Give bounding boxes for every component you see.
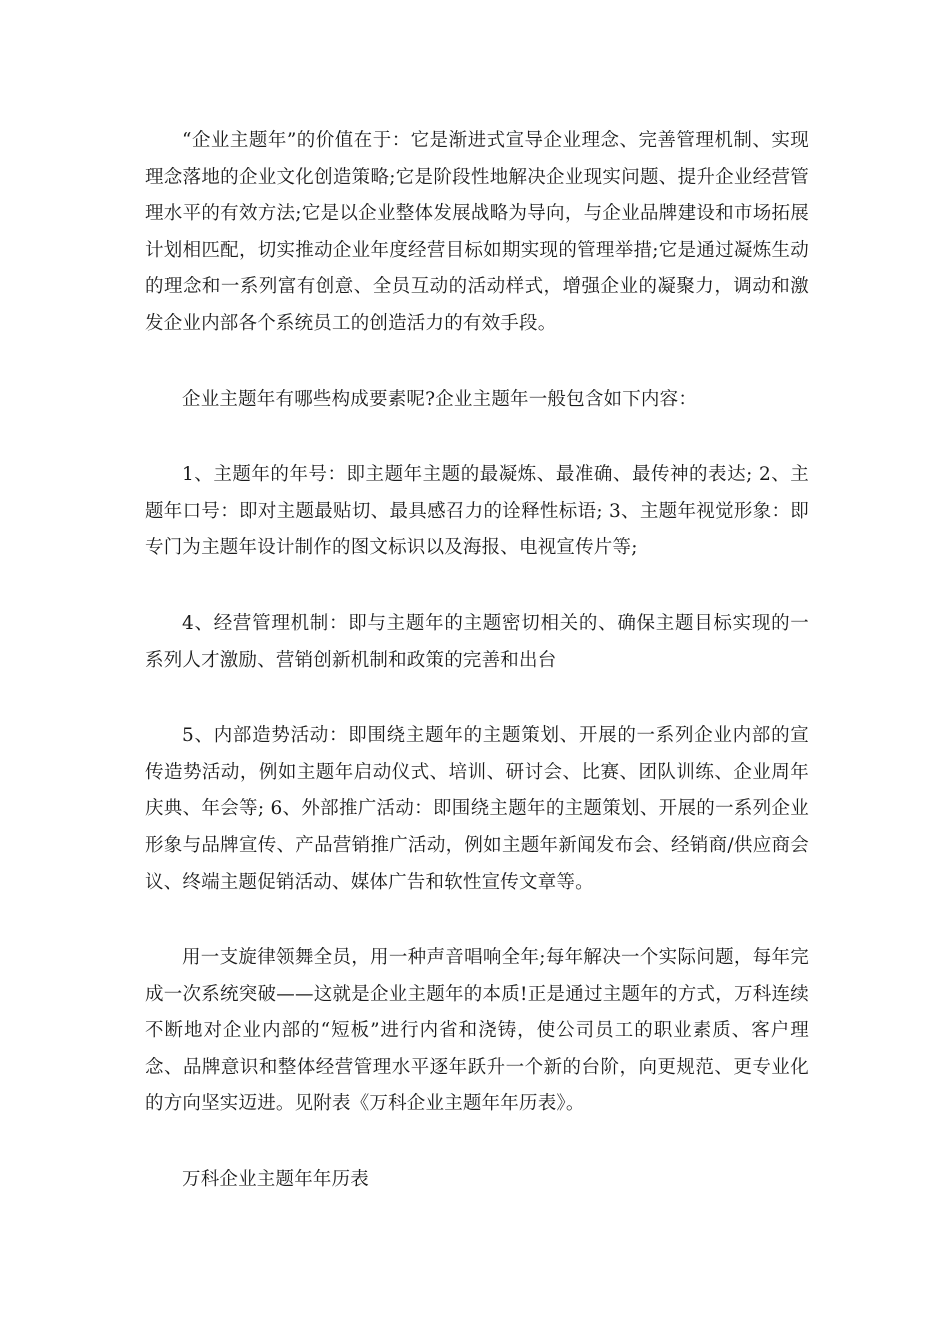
paragraph-elements-1-3: 1、主题年的年号：即主题年主题的最凝炼、最准确、最传神的表达; 2、主题年口号：即对主题最贴切、最具感召力的诠释性标语; 3、主题年视觉形象：即专门为主题年设计制作的图文标识以及海报、电视宣传片等;: [145, 464, 809, 559]
section-heading-calendar: 万科企业主题年年历表: [182, 1169, 370, 1191]
paragraph-elements-question: 企业主题年有哪些构成要素呢?企业主题年一般包含如下内容：: [182, 388, 698, 410]
document-body: [145, 123, 809, 1238]
paragraph-essence: 用一支旋律领舞全员，用一种声音唱响全年;每年解决一个实际问题，每年完成一次系统突破——这就是企业主题年的本质!正是通过主题年的方式，万科连续不断地对企业内部的“短板”进行内省和浇铸，使公司员工的职业素质、客户理念、品牌意识和整体经营管理水平逐年跃升一个新的台阶，向更规范、更专业化的方向坚实迈进。见附表《万科企业主题年年历表》。: [145, 947, 809, 1115]
paragraph-value-of-theme-year: “企业主题年”的价值在于：它是渐进式宣导企业理念、完善管理机制、实现理念落地的企业文化创造策略;它是阶段性地解决企业现实问题、提升企业经营管理水平的有效方法;它是以企业整体发展战略为导向，与企业品牌建设和市场拓展计划相匹配，切实推动企业年度经营目标如期实现的管理举措;它是通过凝炼生动的理念和一系列富有创意、全员互动的活动样式，增强企业的凝聚力，调动和激发企业内部各个系统员工的创造活力的有效手段。: [145, 130, 809, 334]
paragraph-element-4: 4、经营管理机制：即与主题年的主题密切相关的、确保主题目标实现的一系列人才激励、营销创新机制和政策的完善和出台: [145, 612, 809, 671]
paragraph-elements-5-6: 5、内部造势活动：即围绕主题年的主题策划、开展的一系列企业内部的宣传造势活动，例如主题年启动仪式、培训、研讨会、比赛、团队训练、企业周年庆典、年会等; 6、外部推广活动：即围绕主题年的主题策划、开展的一系列企业形象与品牌宣传、产品营销推广活动，例如主题年新闻发布会、经销商/供应商会议、终端主题促销活动、媒体广告和软性宣传文章等。: [145, 725, 809, 893]
